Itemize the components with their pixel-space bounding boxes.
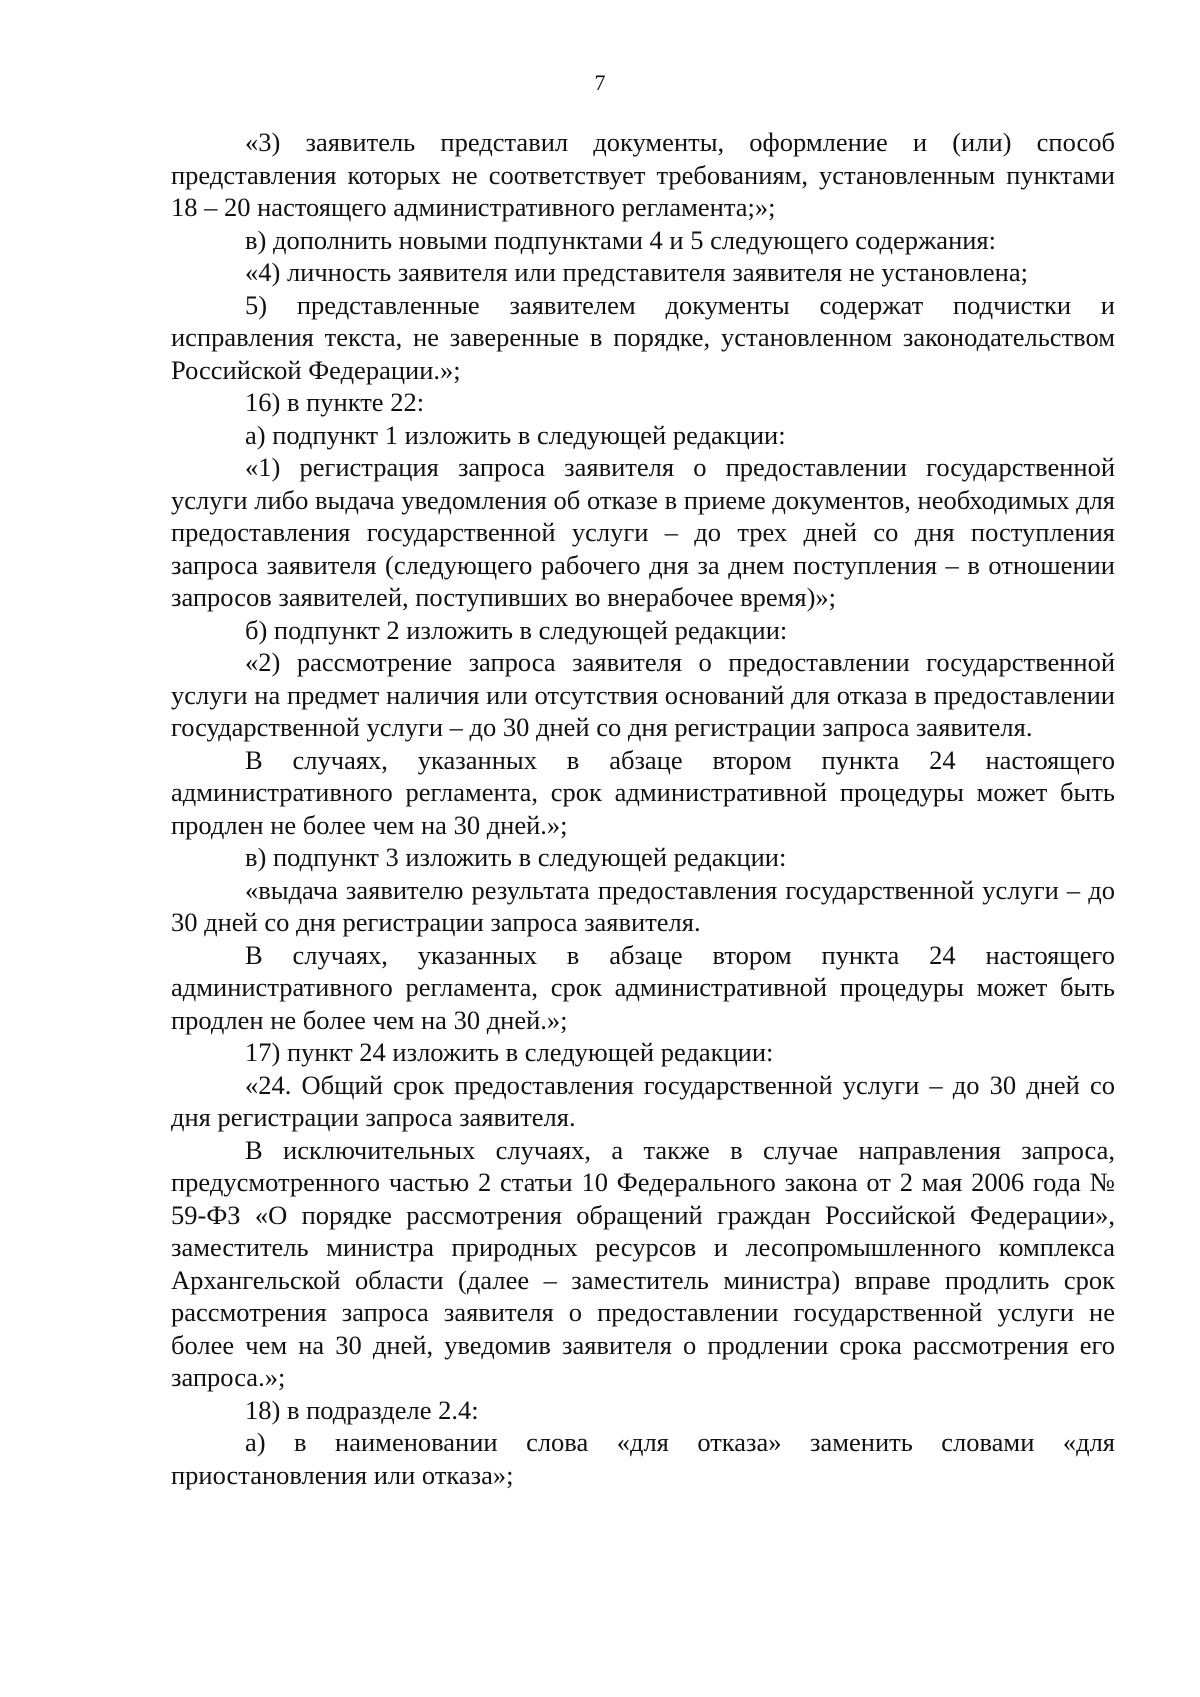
paragraph: 5) представленные заявителем документы содержат подчистки и исправления текста, не заверенные в порядке, установленном законодательством Российской Федерации.»; bbox=[171, 289, 1115, 385]
paragraph: 18) в подразделе 2.4: bbox=[245, 1394, 479, 1425]
paragraph: а) в наименовании слова «для отказа» заменить словами «для приостановления или отказа»; bbox=[171, 1427, 1115, 1490]
paragraph: в) подпункт 3 изложить в следующей редакции: bbox=[245, 842, 787, 872]
paragraph: «выдача заявителю результата предоставления государственной услуги – до 30 дней со дня регистрации запроса заявителя. bbox=[171, 874, 1115, 937]
paragraph: 17) пункт 24 изложить в следующей редакции: bbox=[245, 1037, 774, 1067]
paragraph: В исключительных случаях, а также в случае направления запроса, предусмотренного частью 2 статьи 10 Федерального закона от 2 мая 2006 года № 59-ФЗ «О порядке рассмотрения обращений граждан Российской Федерации», заместитель министра природных ресурсов и лесопромышленного комплекса Архангельской области (далее – заместитель министра) вправе продлить срок рассмотрения запроса заявителя о предоставлении государственной услуги не более чем на 30 дней, уведомив заявителя о продлении срока рассмотрения его запроса.»; bbox=[171, 1134, 1115, 1392]
paragraph: «2) рассмотрение запроса заявителя о предоставлении государственной услуги на предмет наличия или отсутствия оснований для отказа в предоставлении государственной услуги – до 30 дней со дня регистрации запроса заявителя. bbox=[171, 647, 1115, 742]
paragraph: б) подпункт 2 изложить в следующей редакции: bbox=[245, 614, 788, 645]
paragraph: В случаях, указанных в абзаце втором пункта 24 настоящего административного регламента, срок административной процедуры может быть продлен не более чем на 30 дней.»; bbox=[171, 744, 1115, 840]
paragraph: 16) в пункте 22: bbox=[245, 387, 425, 417]
paragraph: «4) личность заявителя или представителя заявителя не установлена; bbox=[245, 257, 1028, 287]
document-body bbox=[171, 126, 1115, 1491]
page-number: 7 bbox=[594, 70, 606, 95]
paragraph: В случаях, указанных в абзаце втором пункта 24 настоящего административного регламента, срок административной процедуры может быть продлен не более чем на 30 дней.»; bbox=[171, 939, 1115, 1035]
paragraph: «3) заявитель представил документы, оформление и (или) способ представления которых не соответствует требованиям, установленным пунктами 18 – 20 настоящего административного регламента;»; bbox=[171, 127, 1115, 222]
paragraph: «1) регистрация запроса заявителя о предоставлении государственной услуги либо выдача уведомления об отказе в приеме документов, необходимых для предоставления государственной услуги – до трех дней со дня поступления запроса заявителя (следующего рабочего дня за днем поступления – в отношении запросов заявителей, поступивших во внерабочее время)»; bbox=[171, 452, 1115, 612]
paragraph: «24. Общий срок предоставления государственной услуги – до 30 дней со дня регистрации запроса заявителя. bbox=[171, 1069, 1115, 1132]
paragraph: в) дополнить новыми подпунктами 4 и 5 следующего содержания: bbox=[245, 224, 996, 255]
paragraph: а) подпункт 1 изложить в следующей редакции: bbox=[245, 419, 786, 450]
